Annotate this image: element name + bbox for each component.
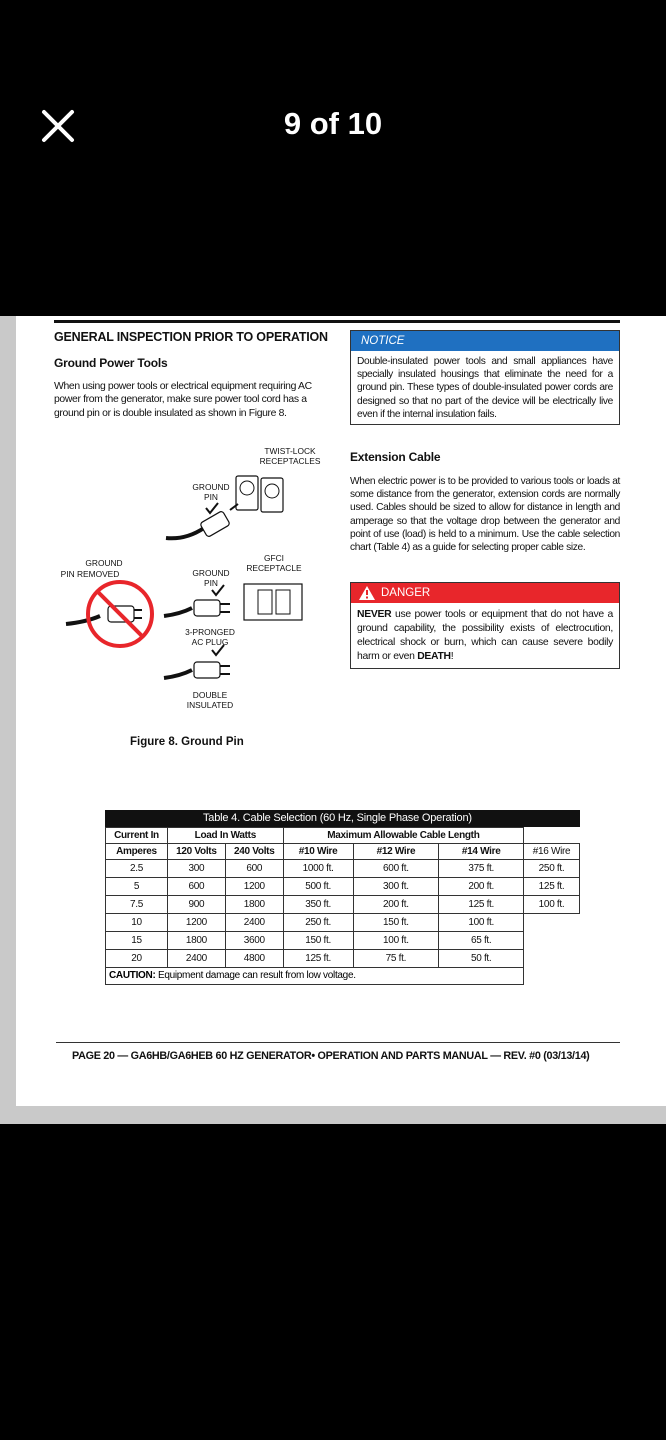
- header-14-wire: #14 Wire: [439, 844, 524, 860]
- danger-label: DANGER: [381, 587, 431, 599]
- table-title: Table 4. Cable Selection (60 Hz, Single Phase Operation): [105, 810, 580, 827]
- header-current-in: Current In: [106, 828, 168, 844]
- gfci-label-2: RECEPTACLE: [246, 563, 302, 573]
- page-footer: PAGE 20 — GA6HB/GA6HEB 60 HZ GENERATOR• OPERATION AND PARTS MANUAL — REV. #0 (03/13/14): [72, 1050, 590, 1062]
- cable-table-grid: [105, 827, 580, 968]
- table-cell: 2.5: [106, 860, 168, 878]
- document-frame[interactable]: [0, 316, 666, 1124]
- ground-pin-label-2: PIN: [204, 492, 218, 502]
- ground-pin-b-label-2: PIN: [204, 578, 218, 588]
- pin-removed-label-2: PIN REMOVED: [60, 569, 120, 579]
- notice-label: NOTICE: [351, 331, 619, 351]
- table-row: [106, 878, 580, 896]
- danger-box: [350, 582, 620, 669]
- header-amperes: Amperes: [106, 844, 168, 860]
- danger-header: [351, 583, 619, 603]
- table-cell: 125 ft.: [283, 950, 353, 968]
- header-16-wire: #16 Wire: [524, 844, 580, 860]
- table-cell: 500 ft.: [283, 878, 353, 896]
- table-cell: 100 ft.: [353, 932, 439, 950]
- intro-paragraph: When using power tools or electrical equipment requiring AC power from the generator, make sure power tool cord has a ground pin or is double insulated as shown in Figure 8.: [54, 381, 312, 419]
- warning-triangle-icon: [359, 586, 375, 600]
- cable-selection-table: [105, 810, 580, 985]
- header-240-volts: 240 Volts: [225, 844, 283, 860]
- no-ground-pin-icon: [66, 582, 152, 646]
- danger-message: use power tools or equipment that do not have a ground capability, the possibility exists of electrocution, electrical shock or burn, which can cause severe bodily harm or even: [357, 609, 613, 662]
- section-rule: [54, 320, 620, 323]
- table-row: [106, 896, 580, 914]
- gfci-label-1: GFCI: [263, 553, 285, 563]
- ground-pin-b-label-1: GROUND: [192, 568, 230, 578]
- pin-removed-label-1: GROUND: [85, 558, 123, 568]
- table-header-row-2: [106, 844, 580, 860]
- ground-pin-plug-icon: [166, 503, 238, 538]
- caution-note: [105, 968, 524, 985]
- table-cell: 50 ft.: [439, 950, 524, 968]
- three-prong-label-2: AC PLUG: [191, 637, 229, 647]
- table-cell: 4800: [225, 950, 283, 968]
- header-max-length: Maximum Allowable Cable Length: [283, 828, 523, 844]
- header-load: Load In Watts: [167, 828, 283, 844]
- double-insulated-label-2: INSULATED: [186, 700, 234, 710]
- extension-cable-text: When electric power is to be provided to various tools or loads at some distance from the generator, extension cords are normally used. Cables should be sized to allow for distance in length and amperage so that the voltage drop between the generator and point of use (load) is held to a minimum. Use the cable selection chart (Table 4) as a guide for selecting proper cable size.: [350, 476, 620, 554]
- subsection-title: Ground Power Tools: [54, 356, 168, 370]
- table-cell: 600: [167, 878, 225, 896]
- table-cell: 15: [106, 932, 168, 950]
- table-cell: 125 ft.: [439, 896, 524, 914]
- table-cell: 300: [167, 860, 225, 878]
- table-cell: 300 ft.: [353, 878, 439, 896]
- section-title: GENERAL INSPECTION PRIOR TO OPERATION: [54, 330, 328, 344]
- table-cell: 1800: [225, 896, 283, 914]
- table-cell: 200 ft.: [353, 896, 439, 914]
- ground-pin-figure: [56, 444, 336, 719]
- table-cell: 375 ft.: [439, 860, 524, 878]
- twist-lock-receptacle-icon: [236, 476, 283, 512]
- table-cell: 350 ft.: [283, 896, 353, 914]
- viewer-top-bar: [0, 0, 666, 316]
- gfci-receptacle-icon: [244, 584, 302, 620]
- caution-text: Equipment damage can result from low voltage.: [155, 970, 356, 981]
- notice-text: Double-insulated power tools and small appliances have specially insulated housings that eliminate the need for a ground pin. These types of double-insulated power cords are designed so that no part of the device will be electrically live even if the internal insulation fails.: [357, 356, 613, 420]
- table-cell: 65 ft.: [439, 932, 524, 950]
- three-prong-plug-icon: [164, 585, 230, 616]
- table-cell: 1200: [225, 878, 283, 896]
- table-cell: 125 ft.: [524, 878, 580, 896]
- notice-box: [350, 330, 620, 425]
- table-cell: 150 ft.: [353, 914, 439, 932]
- table-cell: 1800: [167, 932, 225, 950]
- table-cell: 75 ft.: [353, 950, 439, 968]
- table-row: [106, 914, 580, 932]
- table-cell: 2400: [225, 914, 283, 932]
- ground-pin-label-1: GROUND: [192, 482, 230, 492]
- table-cell: 5: [106, 878, 168, 896]
- danger-lead: NEVER: [357, 609, 392, 620]
- table-cell: 900: [167, 896, 225, 914]
- table-cell: 600 ft.: [353, 860, 439, 878]
- table-cell: 1000 ft.: [283, 860, 353, 878]
- caution-label: CAUTION:: [109, 970, 156, 981]
- twist-lock-label-1: TWIST-LOCK: [264, 446, 316, 456]
- table-cell: 200 ft.: [439, 878, 524, 896]
- twist-lock-label-2: RECEPTACLES: [259, 456, 321, 466]
- danger-end: !: [450, 651, 454, 662]
- header-12-wire: #12 Wire: [353, 844, 439, 860]
- page-counter: 9 of 10: [283, 106, 383, 141]
- table-cell: 250 ft.: [283, 914, 353, 932]
- table-cell: 7.5: [106, 896, 168, 914]
- table-cell: 150 ft.: [283, 932, 353, 950]
- table-cell: 100 ft.: [439, 914, 524, 932]
- table-cell: 1200: [167, 914, 225, 932]
- header-120-volts: 120 Volts: [167, 844, 225, 860]
- table-cell: 600: [225, 860, 283, 878]
- table-row: [106, 932, 580, 950]
- table-cell: 100 ft.: [524, 896, 580, 914]
- danger-text: [351, 603, 619, 668]
- table-header-row-1: [106, 828, 580, 844]
- table-cell: 3600: [225, 932, 283, 950]
- danger-emphasis: DEATH: [417, 651, 451, 662]
- double-insulated-label-1: DOUBLE: [192, 690, 228, 700]
- table-row: [106, 860, 580, 878]
- table-row: [106, 950, 580, 968]
- table-cell: 10: [106, 914, 168, 932]
- header-10-wire: #10 Wire: [283, 844, 353, 860]
- double-insulated-plug-icon: [164, 645, 230, 678]
- document-page[interactable]: [16, 316, 666, 1106]
- table-cell: 250 ft.: [524, 860, 580, 878]
- figure-caption: Figure 8. Ground Pin: [130, 736, 244, 748]
- viewer-bottom-area: [0, 1124, 666, 1440]
- three-prong-label-1: 3-PRONGED: [185, 627, 235, 637]
- table-cell: 2400: [167, 950, 225, 968]
- footer-rule: [56, 1042, 620, 1043]
- table-cell: 20: [106, 950, 168, 968]
- extension-cable-title: Extension Cable: [350, 450, 441, 464]
